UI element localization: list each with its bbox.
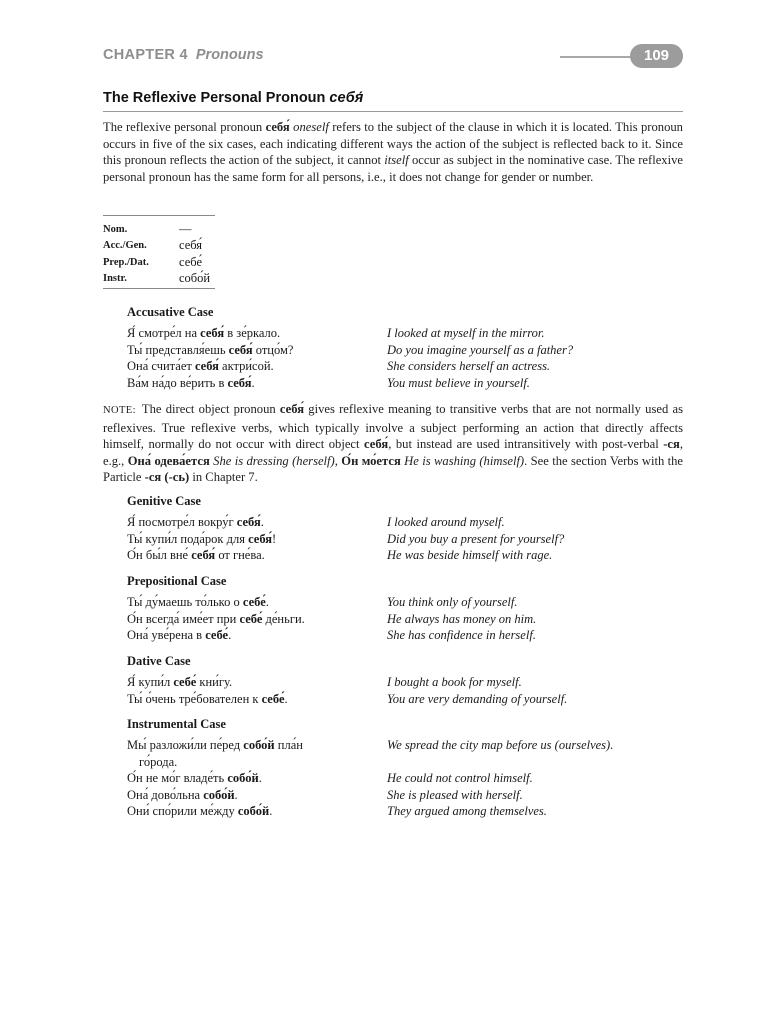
english-translation: He was beside himself with rage.	[387, 548, 553, 562]
russian-example: Мы́ разложи́ли пе́ред собо́й пла́н го́рода.	[127, 738, 303, 769]
chapter-subject: Pronouns	[195, 47, 264, 63]
english-translation: She considers herself an actress.	[387, 359, 551, 373]
english-translation: You think only of yourself.	[387, 595, 518, 609]
declension-row	[103, 271, 210, 288]
case-label: Prep./Dat.	[103, 256, 149, 268]
running-header	[103, 47, 264, 63]
english-translation: I looked at myself in the mirror.	[387, 326, 545, 340]
english-translation: Do you imagine yourself as a father?	[387, 342, 574, 357]
intro-bold: себя́	[265, 120, 290, 134]
russian-example: Ва́м на́до ве́рить в себя́.	[127, 375, 255, 390]
example-row	[127, 547, 687, 564]
russian-example: Ты́ ду́маешь то́лько о себе́.	[127, 595, 269, 609]
note-label: NOTE:	[103, 405, 136, 416]
russian-example: Они́ спо́рили ме́жду собо́й.	[127, 804, 273, 818]
english-translation: He always has money on him.	[387, 611, 537, 626]
example-row	[127, 531, 687, 548]
russian-example: Ты́ о́чень тре́бователен к себе́.	[127, 691, 288, 706]
case-label: Nom.	[103, 223, 128, 235]
russian-example: Я́ смотре́л на себя́ в зе́ркало.	[127, 326, 281, 340]
example-row	[127, 803, 687, 820]
example-row	[127, 611, 687, 628]
russian-example: Я́ посмотре́л вокру́г себя́.	[127, 515, 264, 529]
case-form: себе́	[179, 254, 202, 269]
prepositional-section	[127, 573, 687, 644]
example-row	[127, 594, 687, 611]
russian-example: Она́ счита́ет себя́ актри́сой.	[127, 359, 274, 373]
russian-example: О́н не мо́г владе́ть собо́й.	[127, 771, 262, 785]
russian-example: Ты́ представля́ешь себя́ отцо́м?	[127, 342, 294, 357]
english-translation: I looked around myself.	[387, 515, 505, 529]
intro-text: occur as subject in the nominative case. The reflexive personal pronoun has the same form for all persons, i.e., it does not change for gender or number.	[103, 153, 683, 184]
example-row	[127, 770, 687, 787]
declension-row	[103, 254, 210, 271]
russian-example: Я́ купи́л себе́ кни́гу.	[127, 675, 233, 689]
example-row	[127, 691, 687, 708]
declension-row	[103, 221, 210, 238]
accusative-section	[127, 304, 687, 391]
russian-example: Ты́ купи́л пода́рок для себя́!	[127, 531, 277, 546]
case-label: Instr.	[103, 273, 127, 285]
case-heading: Dative Case	[127, 654, 191, 668]
english-translation: I bought a book for myself.	[387, 675, 522, 689]
section-title-word: себя́	[329, 90, 364, 106]
example-row	[127, 737, 687, 770]
declension-table	[103, 221, 210, 287]
section-title	[103, 90, 363, 106]
case-form: себя́	[179, 238, 203, 253]
intro-paragraph	[103, 119, 683, 185]
intro-text: The reflexive personal pronoun	[103, 120, 266, 134]
declension-row	[103, 238, 210, 255]
english-translation: He could not control himself.	[387, 771, 533, 785]
example-row	[127, 514, 687, 531]
dative-section	[127, 653, 687, 707]
section-title-text: The Reflexive Personal Pronoun	[103, 90, 326, 106]
page-number: 109	[630, 44, 683, 68]
case-label: Acc./Gen.	[103, 240, 147, 252]
example-row	[127, 342, 687, 359]
declension-top-rule	[103, 215, 215, 216]
intro-italic: oneself	[293, 120, 329, 134]
example-row	[127, 627, 687, 644]
russian-example: О́н всегда́ име́ет при себе́ де́ньги.	[127, 611, 305, 626]
russian-example: О́н бы́л вне́ себя́ от гне́ва.	[127, 548, 265, 562]
note-paragraph: NOTE: The direct object pronoun себя́ gives reflexive meaning to transitive verbs that are not normally used as reflexives. True reflexive verbs, which typically involve a subject performing an action that directly affects himself, normally do not occur with direct object себя́, but instead are used intransitively with post-verbal -ся, e.g., Она́ одева́ется She is dressing (herself), О́н мо́ется He is washing (himself). See the section Verbs with the Particle -ся (-сь) in Chapter 7.	[103, 402, 684, 484]
section-rule	[103, 111, 683, 112]
english-translation: She has confidence in herself.	[387, 628, 536, 642]
russian-example: Она́ уве́рена в себе́.	[127, 628, 232, 642]
genitive-section	[127, 493, 687, 564]
case-form: собо́й	[179, 271, 211, 286]
example-row	[127, 787, 687, 804]
intro-text: refers to the subject of the clause in which it is located. This pronoun occurs in five of the six cases, each indicating different ways the action of the subject is reflected back to it. Since this pronoun reflects the action of the subject, it cannot	[103, 120, 683, 167]
english-translation: She is pleased with herself.	[387, 787, 523, 802]
example-row	[127, 674, 687, 691]
example-row	[127, 325, 687, 342]
case-form: —	[179, 221, 192, 236]
intro-italic: itself	[384, 153, 409, 167]
case-heading: Prepositional Case	[127, 574, 227, 588]
english-translation: They argued among themselves.	[387, 804, 547, 818]
english-translation: You must believe in yourself.	[387, 375, 530, 390]
english-translation: You are very demanding of yourself.	[387, 691, 568, 706]
case-heading: Genitive Case	[127, 494, 201, 508]
instrumental-section	[127, 716, 687, 820]
chapter-label: CHAPTER 4	[103, 47, 188, 63]
english-translation: Did you buy a present for yourself?	[387, 531, 565, 546]
case-heading: Instrumental Case	[127, 717, 226, 731]
russian-example: Она́ дово́льна собо́й.	[127, 787, 238, 802]
example-row	[127, 358, 687, 375]
example-row	[127, 375, 687, 392]
case-heading: Accusative Case	[127, 305, 214, 319]
english-translation: We spread the city map before us (ourselves).	[387, 738, 614, 752]
declension-bottom-rule	[103, 288, 215, 289]
